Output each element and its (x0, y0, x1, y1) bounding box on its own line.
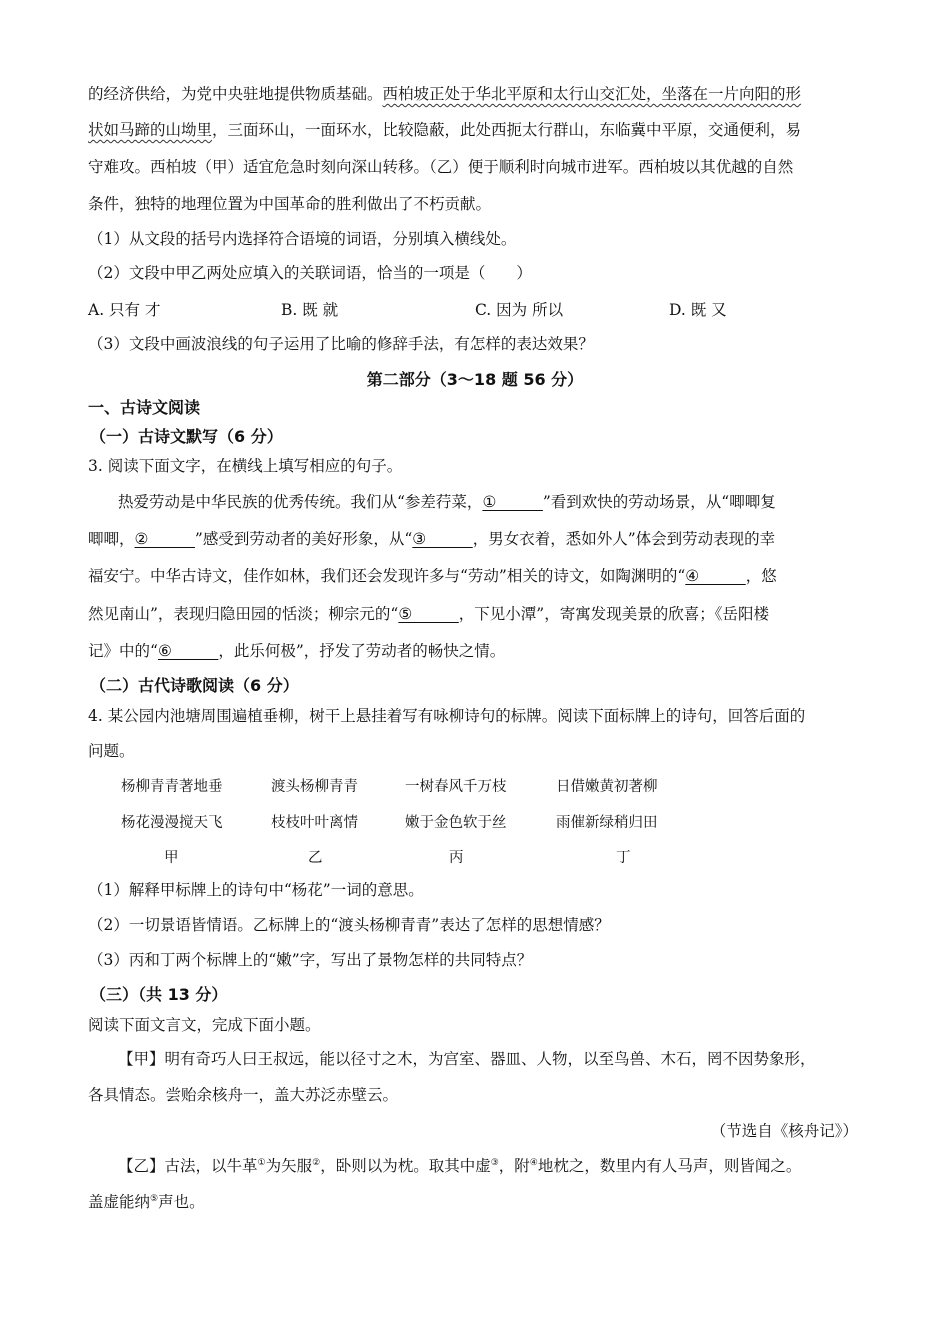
fill-blank-3[interactable]: ③______ (412, 530, 473, 548)
q3-text: ，此乐何极”，抒发了劳动者的畅快之情。 (218, 642, 506, 660)
fill-blank-5[interactable]: ⑤______ (398, 605, 459, 623)
passage-line (88, 120, 801, 140)
fill-blank-6[interactable]: ⑥______ (157, 642, 219, 660)
q3-line (88, 641, 505, 661)
q3-text: ，下见小潭”，寄寓发现美景的欣喜；《岳阳楼 (458, 605, 769, 623)
yi-text: 为矢服 (265, 1157, 313, 1175)
option-d: D. 既 又 (669, 301, 727, 319)
q2-sub2: （2）文段中甲乙两处应填入的关联词语，恰当的一项是（ ） (88, 264, 532, 282)
wavy-underlined-sentence: 西柏坡正处于华北平原和太行山交汇处，坐落在一片向阳的形 (382, 85, 802, 103)
footnote-marker: ⑤ (150, 1193, 159, 1204)
q4-stem: 问题。 (88, 742, 135, 760)
passage-line: 守难攻。西柏坡（甲）适宜危急时刻向深山转移。（乙）便于顺利时向城市进军。西柏坡以其优越的自然 (88, 158, 794, 176)
footnote-marker: ① (257, 1157, 266, 1168)
q3-line (88, 529, 775, 549)
option-b: B. 既 就 (281, 301, 339, 319)
q2-sub1: （1）从文段的括号内选择符合语境的词语，分别填入横线处。 (88, 230, 517, 248)
sign-yi-label: 乙 (308, 850, 323, 866)
q3-text: ”看到欢快的劳动场景，从“唧唧复 (542, 493, 776, 511)
fill-blank-2[interactable]: ②______ (134, 530, 195, 548)
yi-text: 盖虚能纳 (88, 1193, 151, 1211)
q4-sub2: （2）一切景语皆情语。乙标牌上的“渡头杨柳青青”表达了怎样的思想情感？ (88, 916, 610, 934)
yi-text-line (88, 1192, 205, 1212)
sign-yi-line1: 渡头杨柳青青 (271, 779, 358, 795)
option-c: C. 因为 所以 (475, 301, 564, 319)
q3-text: ，悠 (745, 567, 777, 585)
q4-sub3: （3）丙和丁两个标牌上的“嫩”字，写出了景物怎样的共同特点？ (88, 951, 533, 969)
q3-text: ”感受到劳动者的美好形象，从“ (194, 530, 413, 548)
option-a: A. 只有 才 (88, 301, 161, 319)
sign-ding-label: 丁 (616, 850, 631, 866)
sub-section3-title: （三）（共 13 分） (90, 985, 228, 1004)
sign-yi-line2: 枝枝叶叶离情 (271, 815, 358, 831)
yi-text: 地枕之，数里内有人马声，则皆闻之。 (537, 1157, 802, 1175)
sign-ding-line2: 雨催新绿稍归田 (556, 815, 658, 831)
q3-stem: 3. 阅读下面文字，在横线上填写相应的句子。 (88, 457, 403, 475)
passage-text: ，三面环山，一面环水，比较隐蔽，此处西扼太行群山，东临冀中平原，交通便利，易 (212, 121, 802, 139)
sign-bing-line2: 嫩于金色软于丝 (405, 815, 507, 831)
passage-line: 条件，独特的地理位置为中国革命的胜利做出了不朽贡献。 (88, 195, 492, 213)
sign-ding-line1: 日借嫩黄初著柳 (556, 779, 658, 795)
q3-text: ，男女衣着，悉如外人”体会到劳动表现的幸 (472, 530, 776, 548)
part2-title: 第二部分（3～18 题 56 分） (366, 370, 584, 389)
yi-text: 声也。 (158, 1193, 205, 1211)
q4-sub1: （1）解释甲标牌上的诗句中“杨花”一词的意思。 (88, 881, 424, 899)
sign-jia-line2: 杨花漫漫搅天飞 (121, 815, 223, 831)
yi-text-line (118, 1156, 801, 1176)
sign-jia-line1: 杨柳青青著地垂 (121, 779, 223, 795)
passage-text: 的经济供给，为党中央驻地提供物质基础。 (88, 85, 383, 103)
q4-stem: 4. 某公园内池塘周围遍植垂柳，树干上悬挂着写有咏柳诗句的标牌。阅读下面标牌上的诗句，回答后面的 (88, 707, 806, 725)
q3-text: 然见南山”，表现归隐田园的恬淡；柳宗元的“ (88, 605, 399, 623)
section1-title: 一、古诗文阅读 (88, 398, 201, 417)
q3-text: 唧唧， (88, 530, 135, 548)
sign-bing-label: 丙 (449, 850, 464, 866)
yi-text: 【乙】古法，以牛革 (118, 1157, 258, 1175)
footnote-marker: ③ (490, 1157, 499, 1168)
sub-section1-title: （一）古诗文默写（6 分） (90, 427, 283, 446)
q3-line (118, 492, 776, 512)
yi-text: ，附 (498, 1157, 530, 1175)
footnote-marker: ④ (529, 1157, 538, 1168)
q3-text: 热爱劳动是中华民族的优秀传统。我们从“参差荇菜， (118, 493, 483, 511)
passage-line (88, 84, 801, 104)
sign-jia-label: 甲 (164, 850, 179, 866)
q5-stem: 阅读下面文言文，完成下面小题。 (88, 1016, 321, 1034)
q2-sub3: （3）文段中画波浪线的句子运用了比喻的修辞手法，有怎样的表达效果？ (88, 335, 594, 353)
footnote-marker: ② (312, 1157, 321, 1168)
sign-bing-line1: 一树春风千万枝 (405, 779, 507, 795)
fill-blank-1[interactable]: ①______ (482, 493, 543, 511)
q3-text: 福安宁。中华古诗文，佳作如林，我们还会发现许多与“劳动”相关的诗文，如陶渊明的“ (88, 567, 686, 585)
source-note: （节选自《核舟记》） (710, 1122, 858, 1140)
q3-line (88, 566, 777, 586)
yi-text: ，卧则以为枕。取其中虚 (320, 1157, 491, 1175)
jia-text-line: 【甲】明有奇巧人曰王叔远，能以径寸之木，为宫室、器皿、人物，以至鸟兽、木石，罔不因势象形， (118, 1050, 816, 1068)
jia-text-line: 各具情态。尝贻余核舟一，盖大苏泛赤壁云。 (88, 1086, 399, 1104)
q3-line (88, 604, 769, 624)
sub-section2-title: （二）古代诗歌阅读（6 分） (90, 676, 299, 695)
q3-text: 记》中的“ (88, 642, 158, 660)
wavy-underlined-sentence: 状如马蹄的山坳里 (88, 121, 213, 139)
fill-blank-4[interactable]: ④______ (685, 567, 746, 585)
